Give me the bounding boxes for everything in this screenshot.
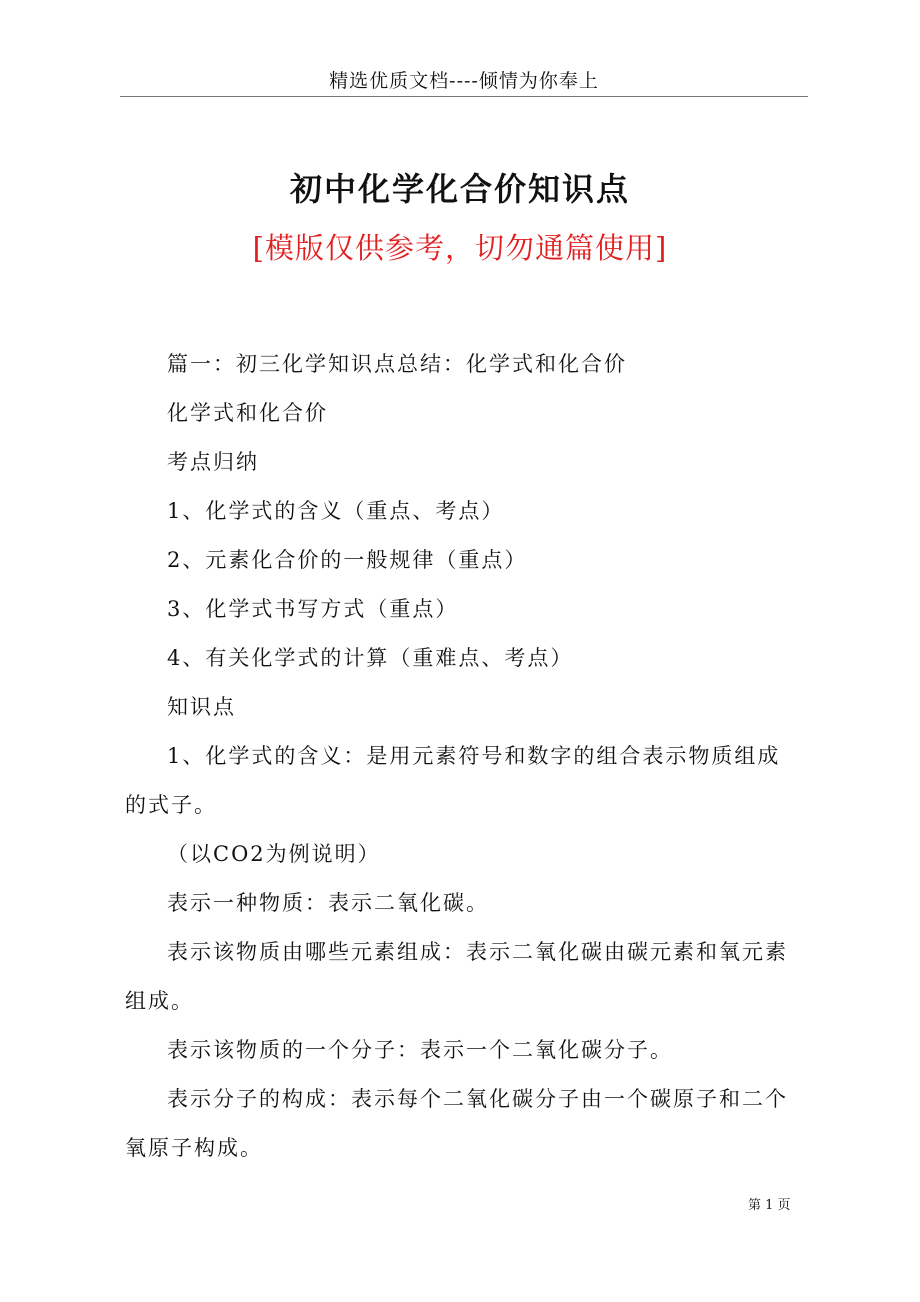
- document-title: 初中化学化合价知识点: [289, 170, 630, 208]
- paragraph: 2、元素化合价的一般规律（重点）: [167, 548, 528, 572]
- paragraph: 考点归纳: [167, 450, 259, 474]
- paragraph: （以CO2为例说明）: [167, 842, 381, 866]
- paragraph: 化学式和化合价: [167, 401, 328, 425]
- paragraph: 3、化学式书写方式（重点）: [167, 597, 459, 621]
- page-header-text: 精选优质文档----倾情为你奉上: [329, 70, 599, 92]
- paragraph: 1、化学式的含义：是用元素符号和数字的组合表示物质组成的式子。: [125, 744, 781, 817]
- paragraph: 表示该物质由哪些元素组成：表示二氧化碳由碳元素和氧元素组成。: [125, 940, 788, 1013]
- header-divider: [120, 96, 808, 97]
- document-body: [125, 340, 800, 1173]
- paragraph: 表示该物质的一个分子：表示一个二氧化碳分子。: [167, 1038, 673, 1062]
- paragraph: 表示一种物质：表示二氧化碳。: [167, 891, 489, 915]
- document-subtitle: [模版仅供参考，切勿通篇使用]: [252, 231, 668, 265]
- paragraph: 表示分子的构成：表示每个二氧化碳分子由一个碳原子和二个氧原子构成。: [125, 1087, 788, 1160]
- paragraph: 1、化学式的含义（重点、考点）: [167, 499, 505, 523]
- page-number: 第 1 页: [748, 1198, 791, 1213]
- paragraph: 4、有关化学式的计算（重难点、考点）: [167, 646, 574, 670]
- paragraph: 篇一：初三化学知识点总结：化学式和化合价: [167, 352, 627, 376]
- paragraph: 知识点: [167, 695, 236, 719]
